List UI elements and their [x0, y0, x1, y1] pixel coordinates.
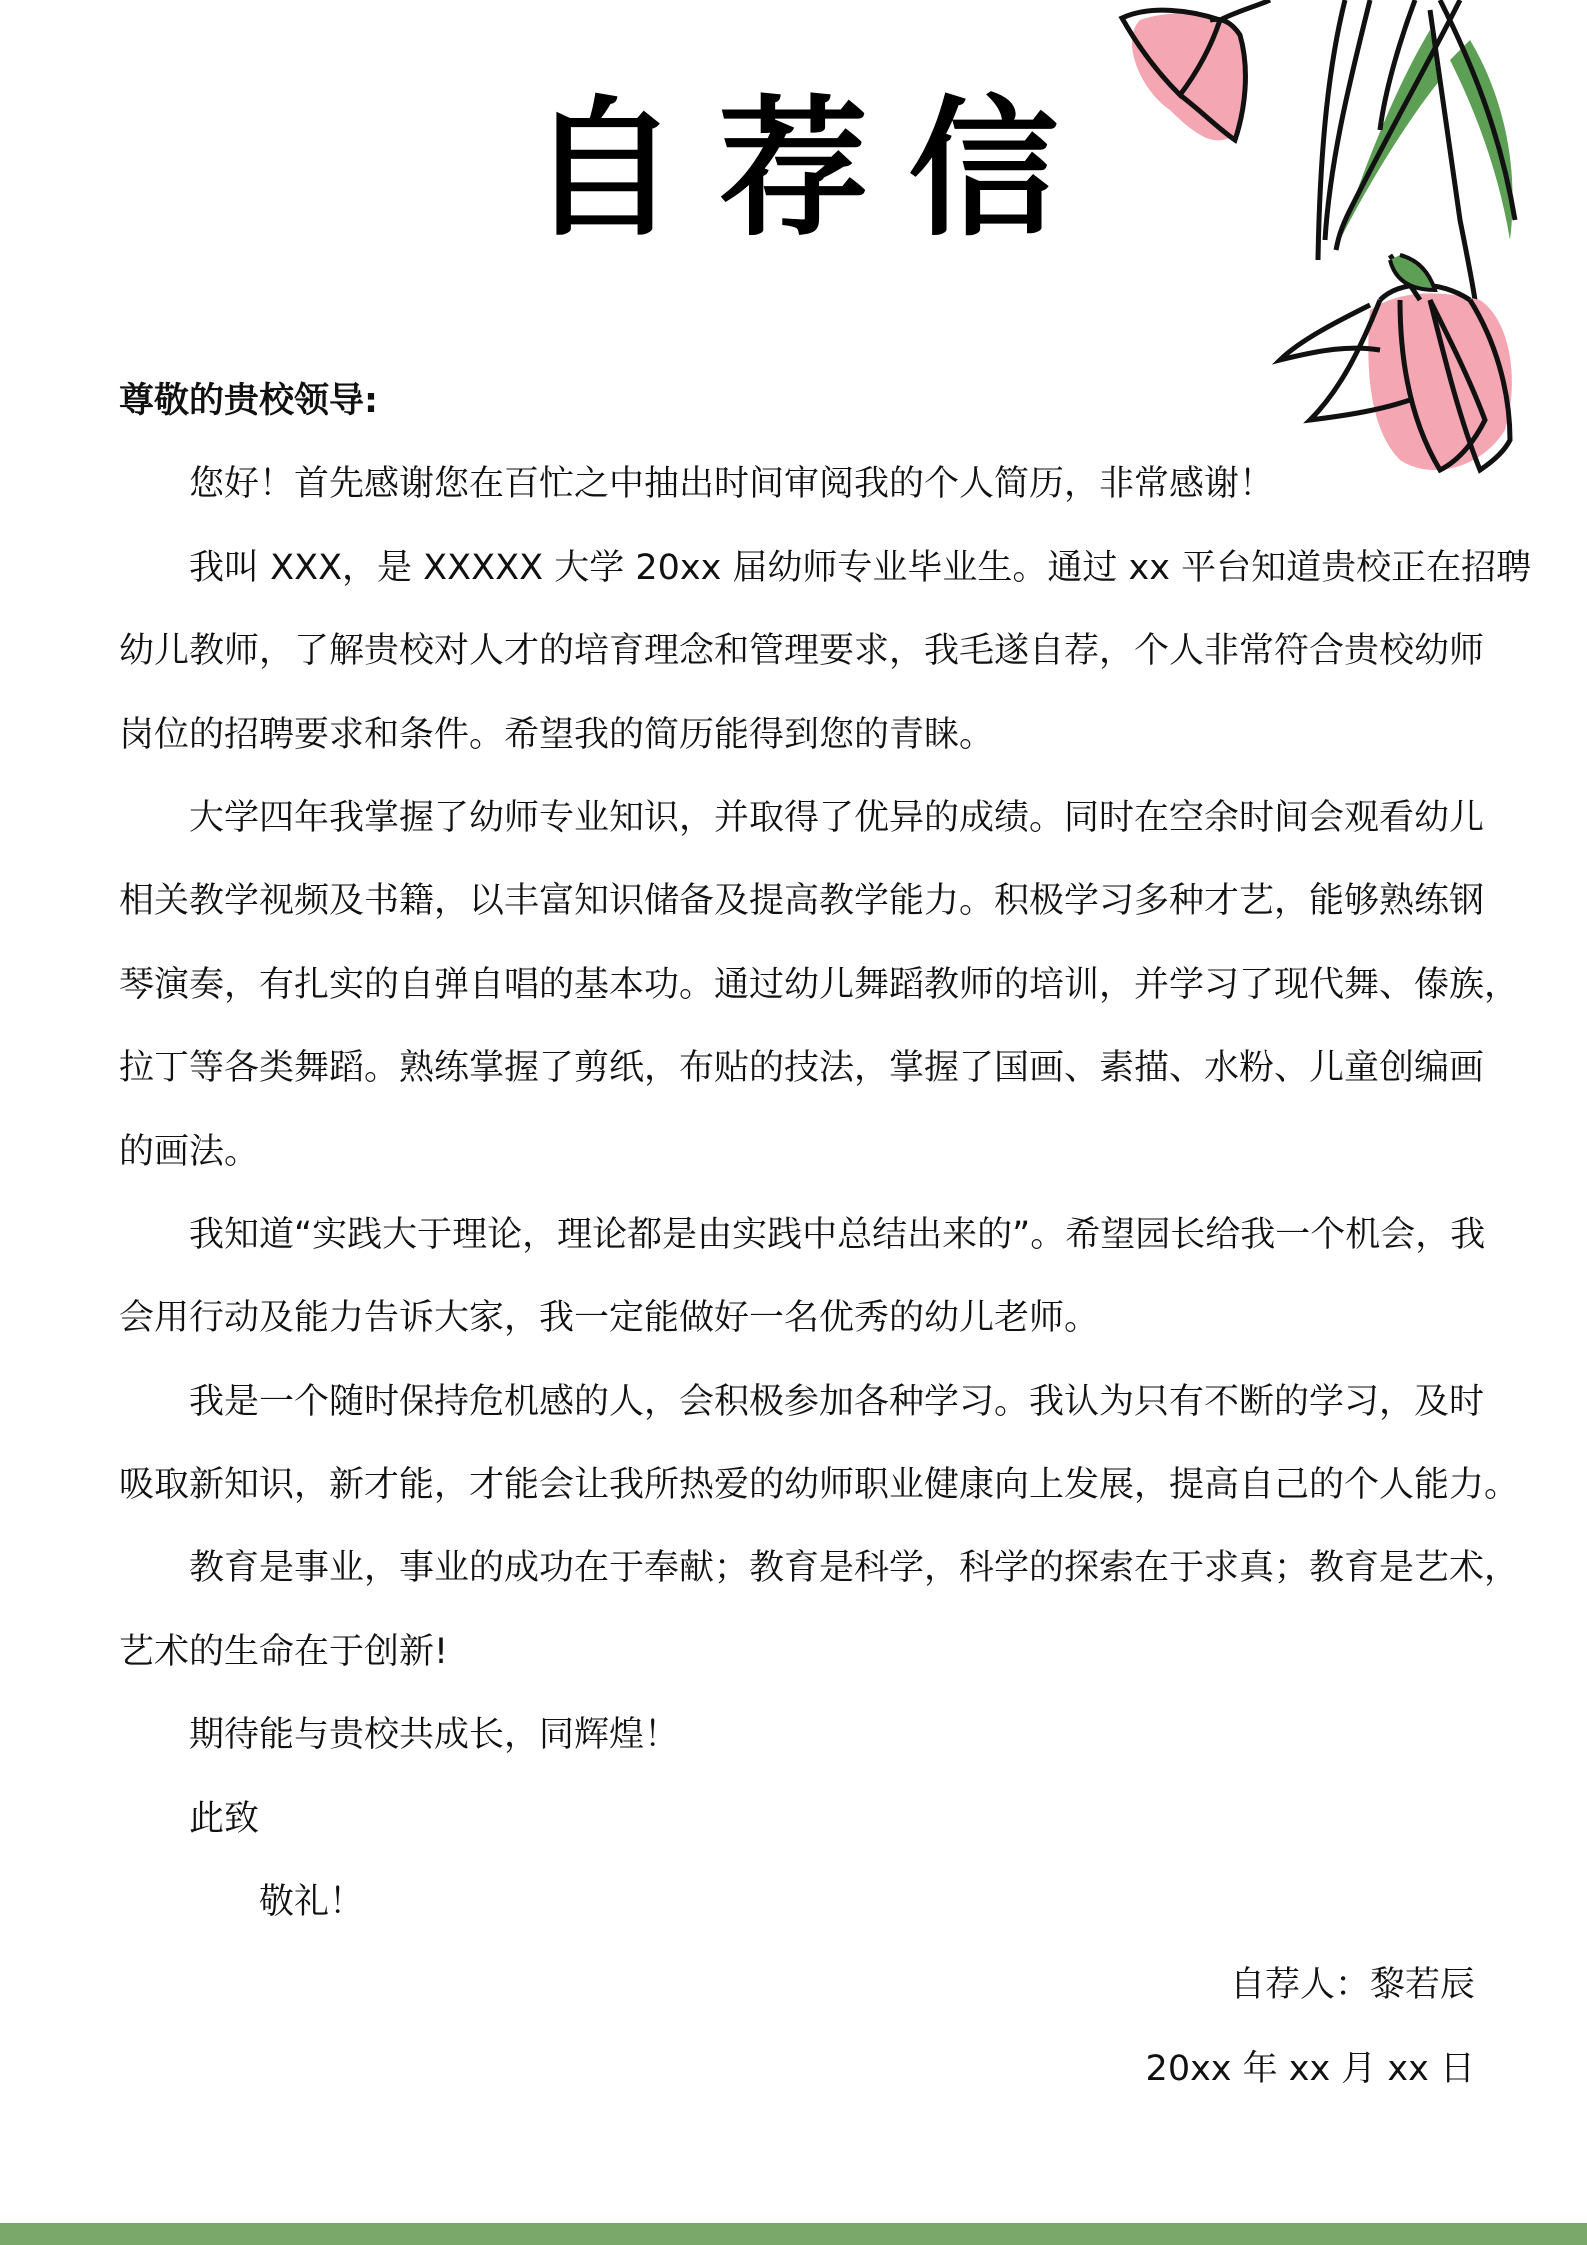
paragraph-line: 大学四年我掌握了幼师专业知识，并取得了优异的成绩。同时在空余时间会观看幼儿: [189, 797, 1485, 838]
paragraph-line: 琴演奏，有扎实的自弹自唱的基本功。通过幼儿舞蹈教师的培训，并学习了现代舞、傣族，: [119, 964, 1520, 1005]
paragraph-line: 我知道“实践大于理论，理论都是由实践中总结出来的”。希望园长给我一个机会，我: [189, 1214, 1486, 1255]
paragraph-line: 岗位的招聘要求和条件。希望我的简历能得到您的青睐。: [119, 714, 995, 755]
paragraph-line: 艺术的生命在于创新!: [119, 1631, 449, 1672]
footer-bar: [0, 2223, 1587, 2245]
paragraph-line: 教育是事业，事业的成功在于奉献；教育是科学，科学的探索在于求真；教育是艺术，: [189, 1548, 1520, 1589]
salutation: 尊敬的贵校领导:: [119, 381, 378, 421]
closing-wish: 期待能与贵校共成长，同辉煌！: [189, 1715, 680, 1756]
letter-body: [119, 360, 1532, 2111]
signature-date: 20xx 年 xx 月 xx 日: [1145, 2048, 1475, 2089]
signature-name: 自荐人：黎若辰: [1229, 1965, 1475, 2006]
paragraph-line: 幼儿教师，了解贵校对人才的培育理念和管理要求，我毛遂自荐，个人非常符合贵校幼师: [119, 631, 1485, 672]
paragraph-line: 相关教学视频及书籍，以丰富知识储备及提高教学能力。积极学习多种才艺，能够熟练钢: [119, 881, 1485, 922]
paragraph-line: 吸取新知识，新才能，才能会让我所热爱的幼师职业健康向上发展，提高自己的个人能力。: [119, 1465, 1520, 1506]
paragraph-line: 的画法。: [119, 1131, 260, 1172]
page-title: 自荐信: [528, 83, 1099, 257]
closing-cizhi: 此致: [189, 1798, 260, 1839]
paragraph-line: 会用行动及能力告诉大家，我一定能做好一名优秀的幼儿老师。: [119, 1298, 1100, 1339]
paragraph-line: 我叫 XXX，是 XXXXX 大学 20xx 届幼师专业毕业生。通过 xx 平台知道贵校正在招聘: [189, 547, 1532, 588]
closing-jingli: 敬礼！: [259, 1882, 365, 1923]
paragraph-line: 我是一个随时保持危机感的人，会积极参加各种学习。我认为只有不断的学习，及时: [189, 1381, 1485, 1422]
paragraph-line: 拉丁等各类舞蹈。熟练掌握了剪纸，布贴的技法，掌握了国画、素描、水粉、儿童创编画: [119, 1048, 1485, 1089]
paragraph-line: 您好！首先感谢您在百忙之中抽出时间审阅我的个人简历，非常感谢！: [189, 464, 1275, 505]
